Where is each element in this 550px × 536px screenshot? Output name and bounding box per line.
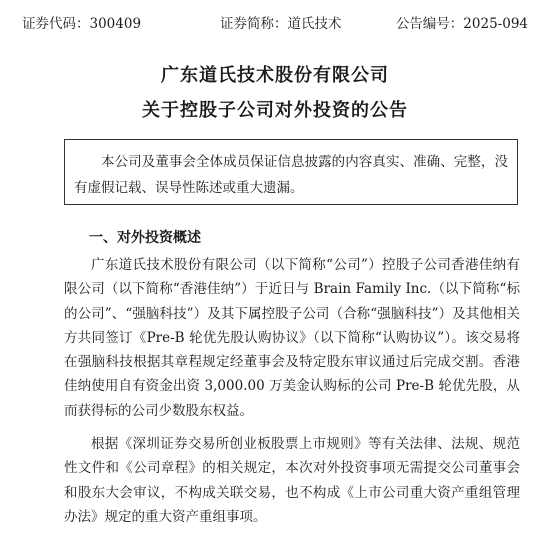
disclosure-notice-text: 本公司及董事会全体成员保证信息披露的内容真实、准确、完整，没有虚假记载、误导性陈述或重大遗漏。 xyxy=(74,154,508,196)
stock-code: 证券代码：300409 xyxy=(22,16,142,32)
company-name-title: 广东道氏技术股份有限公司 xyxy=(161,65,389,86)
investment-overview-paragraph: 广东道氏技术股份有限公司（以下简称“公司”）控股子公司香港佳纳有限公司（以下简称“香港佳纳”）于近日与 Brain Family Inc.（以下简称“标的公司”、“强脑科技”）及其下属控股子公司（合称“强脑科技”）及其他相关方共同签订《Pre-B 轮优先股认购协议》（以下简称“认购协议”）。该交易将在强脑科技根据其章程规定经董事会及特定股东审议通过后完成交割。香港佳纳使用自有资金出资 3,000.00 万美金认购标的公司 Pre-B 轮优先股，从而获得标的公司少数股东权益。 xyxy=(64,257,520,419)
disclosure-notice-box xyxy=(64,139,518,205)
section-heading: 一、对外投资概述 xyxy=(89,230,201,246)
announcement-number: 公告编号：2025-094 xyxy=(395,16,528,32)
document-header xyxy=(22,13,528,35)
regulatory-basis-paragraph: 根据《深圳证券交易所创业板股票上市规则》等有关法律、法规、规范性文件和《公司章程》的相关规定，本次对外投资事项无需提交公司董事会和股东大会审议，不构成关联交易，也不构成《上市公司重大资产重组管理办法》规定的重大资产重组事项。 xyxy=(64,436,520,525)
stock-abbreviation: 证券简称：道氏技术 xyxy=(220,16,342,32)
announcement-subject-title: 关于控股子公司对外投资的公告 xyxy=(142,100,408,121)
